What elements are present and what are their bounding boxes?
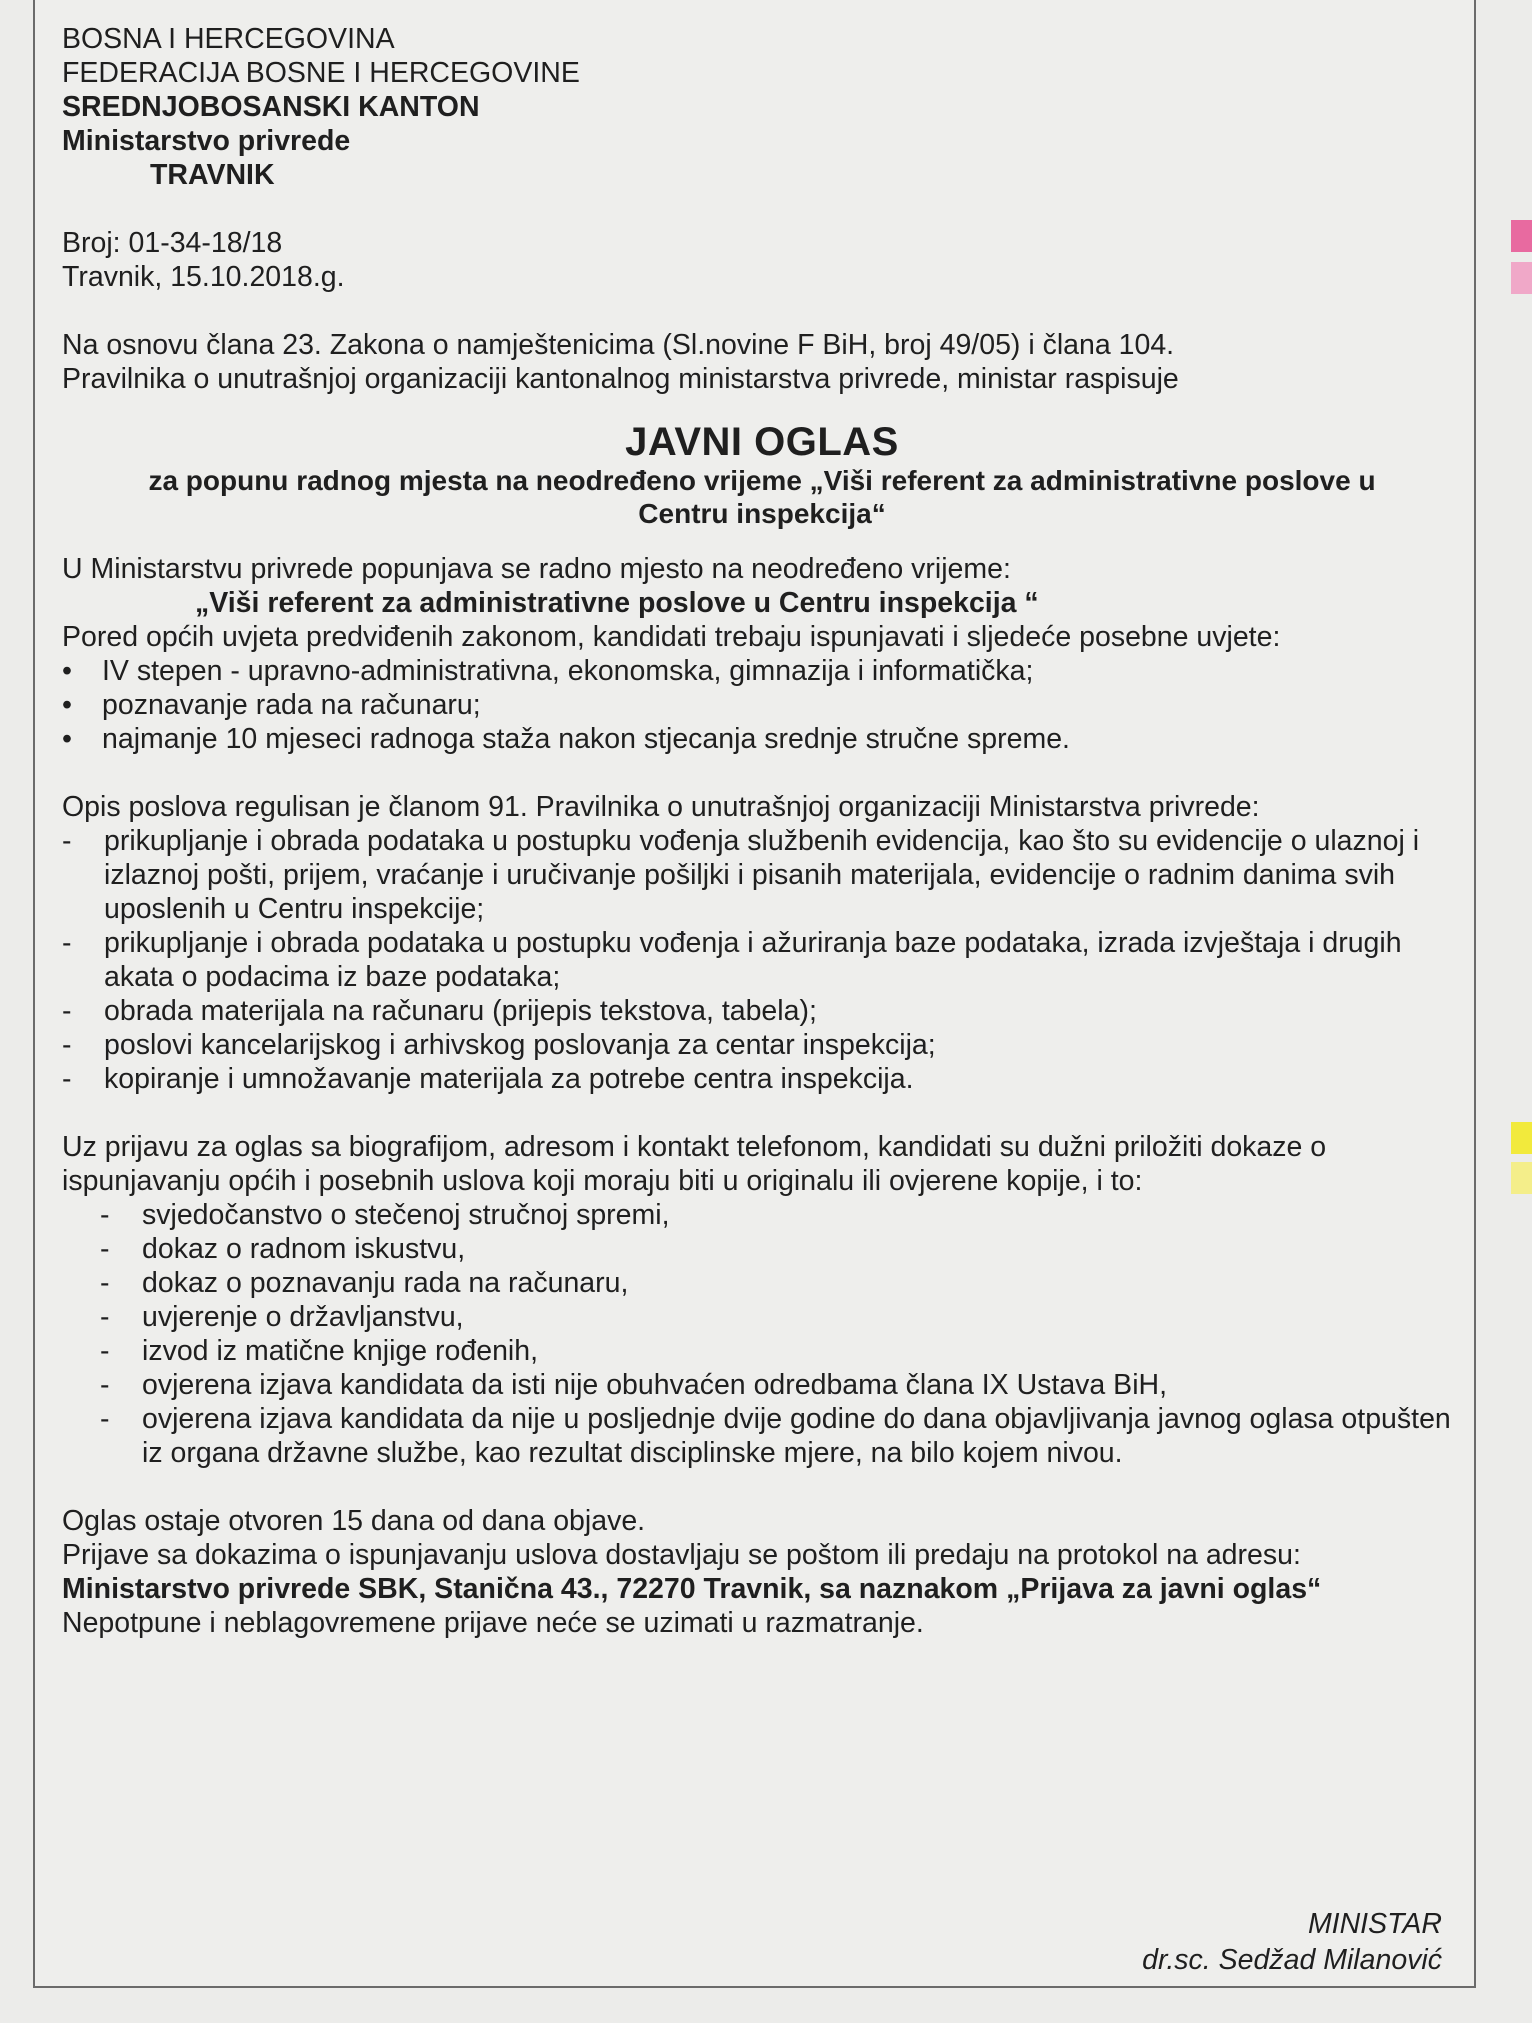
open-period: Oglas ostaje otvoren 15 dana od dana objave. <box>62 1505 646 1537</box>
document-number: Broj: 01-34-18/18 <box>62 227 283 259</box>
bullet-icon: • <box>62 723 72 755</box>
conditions-list <box>62 654 1462 756</box>
document-subtitle-line-2: Centru inspekcija“ <box>638 498 886 529</box>
bullet-icon: • <box>62 655 72 687</box>
color-tab-yellow <box>1511 1122 1532 1154</box>
document-subtitle-line-1: za popunu radnog mjesta na neodređeno vrijeme „Viši referent za administrativne poslove u <box>148 465 1376 496</box>
header-ministry: Ministarstvo privrede <box>62 125 351 157</box>
header-city: TRAVNIK <box>150 159 275 191</box>
header-canton: SREDNJOBOSANSKI KANTON <box>62 91 480 123</box>
header-country: BOSNA I HERCEGOVINA <box>62 23 395 55</box>
intro-line-1: Na osnovu člana 23. Zakona o namještenicima (Sl.novine F BiH, broj 49/05) i člana 104. <box>62 329 1175 361</box>
position-intro: U Ministarstvu privrede popunjava se radno mjesto na neodređeno vrijeme: <box>62 553 1011 585</box>
conditions-intro: Pored općih uvjeta predviđenih zakonom, kandidati trebaju ispunjavati i sljedeće posebne uvjete: <box>62 621 1281 653</box>
dash-icon: - <box>62 1063 72 1095</box>
signature-block <box>1142 1906 1442 1978</box>
list-item: - dokaz o poznavanju rada na računaru, <box>100 1267 629 1299</box>
list-item: • IV stepen - upravno-administrativna, ekonomska, gimnazija i informatička; <box>62 655 1034 687</box>
list-item: - ovjerena izjava kandidata da nije u posljednje dvije godine do dana objavljivanja javnog oglasa otpušten iz organa državne službe, kao rezultat disciplinske mjere, na bilo kojem nivou. <box>100 1403 1451 1469</box>
list-item: - kopiranje i umnožavanje materijala za potrebe centra inspekcija. <box>62 1063 914 1095</box>
submission-address: Ministarstvo privrede SBK, Stanična 43., 72270 Travnik, sa naznakom „Prijava za javni oglas“ <box>62 1573 1322 1605</box>
dash-icon: - <box>62 825 72 857</box>
dash-icon: - <box>100 1199 110 1231</box>
header-block <box>62 22 1462 192</box>
dash-icon: - <box>100 1369 110 1401</box>
document-title: JAVNI OGLAS <box>625 420 899 464</box>
dash-icon: - <box>62 927 72 959</box>
bullet-icon: • <box>62 689 72 721</box>
dash-icon: - <box>100 1233 110 1265</box>
position-name: „Viši referent za administrativne poslove u Centru inspekcija “ <box>195 587 1039 619</box>
list-item: • poznavanje rada na računaru; <box>62 689 481 721</box>
signature-name: dr.sc. Sedžad Milanović <box>1142 1944 1442 1976</box>
list-item: - uvjerenje o državljanstvu, <box>100 1301 464 1333</box>
dash-icon: - <box>62 1029 72 1061</box>
header-federation: FEDERACIJA BOSNE I HERCEGOVINE <box>62 57 580 89</box>
list-item: - obrada materijala na računaru (prijepis tekstova, tabela); <box>62 995 817 1027</box>
list-item: - poslovi kancelarijskog i arhivskog poslovanja za centar inspekcija; <box>62 1029 936 1061</box>
submission-text: Prijave sa dokazima o ispunjavanju uslova dostavljaju se poštom ili predaju na protokol na adresu: <box>62 1539 1301 1571</box>
duties-intro: Opis poslova regulisan je članom 91. Pravilnika o unutrašnjoj organizaciji Ministarstva privrede: <box>62 791 1260 823</box>
signature-role: MINISTAR <box>1307 1908 1442 1940</box>
duties-list <box>62 824 1462 1096</box>
documents-list <box>62 1198 1462 1470</box>
dash-icon: - <box>62 995 72 1027</box>
list-item: - izvod iz matične knjige rođenih, <box>100 1335 539 1367</box>
document-place-date: Travnik, 15.10.2018.g. <box>62 261 345 293</box>
list-item: - dokaz o radnom iskustvu, <box>100 1233 466 1265</box>
dash-icon: - <box>100 1267 110 1299</box>
incomplete-notice: Nepotpune i neblagovremene prijave neće se uzimati u razmatranje. <box>62 1607 924 1639</box>
document-content <box>62 22 1462 1640</box>
list-item: - prikupljanje i obrada podataka u postupku vođenja službenih evidencija, kao što su evidencije o ulaznoj i izlaznoj pošti, prijem, vraćanje i uručivanje pošiljki i pisanih materijala, evidencije o radnim danima svih uposlenih u Centru inspekcije; <box>62 825 1420 925</box>
dash-icon: - <box>100 1335 110 1367</box>
list-item: - prikupljanje i obrada podataka u postupku vođenja i ažuriranja baze podataka, izrada izvještaja i drugih akata o podacima iz baze podataka; <box>62 927 1402 993</box>
list-item: • najmanje 10 mjeseci radnoga staža nakon stjecanja srednje stručne spreme. <box>62 723 1070 755</box>
list-item: - ovjerena izjava kandidata da isti nije obuhvaćen odredbama člana IX Ustava BiH, <box>100 1369 1168 1401</box>
dash-icon: - <box>100 1403 110 1435</box>
intro-line-2: Pravilnika o unutrašnjoj organizaciji kantonalnog ministarstva privrede, ministar raspisuje <box>62 363 1179 395</box>
submission-info <box>62 1538 1462 1606</box>
list-item: - svjedočanstvo o stečenoj stručnoj spremi, <box>100 1199 670 1231</box>
color-tab-yellow-light <box>1511 1162 1532 1194</box>
color-tab-pink-light <box>1511 262 1532 294</box>
dash-icon: - <box>100 1301 110 1333</box>
documents-intro: Uz prijavu za oglas sa biografijom, adresom i kontakt telefonom, kandidati su dužni priložiti dokaze o ispunjavanju općih i posebnih uslova koji moraju biti u originalu ili ovjerene kopije, i to: <box>62 1131 1327 1197</box>
color-tab-pink <box>1511 220 1532 252</box>
